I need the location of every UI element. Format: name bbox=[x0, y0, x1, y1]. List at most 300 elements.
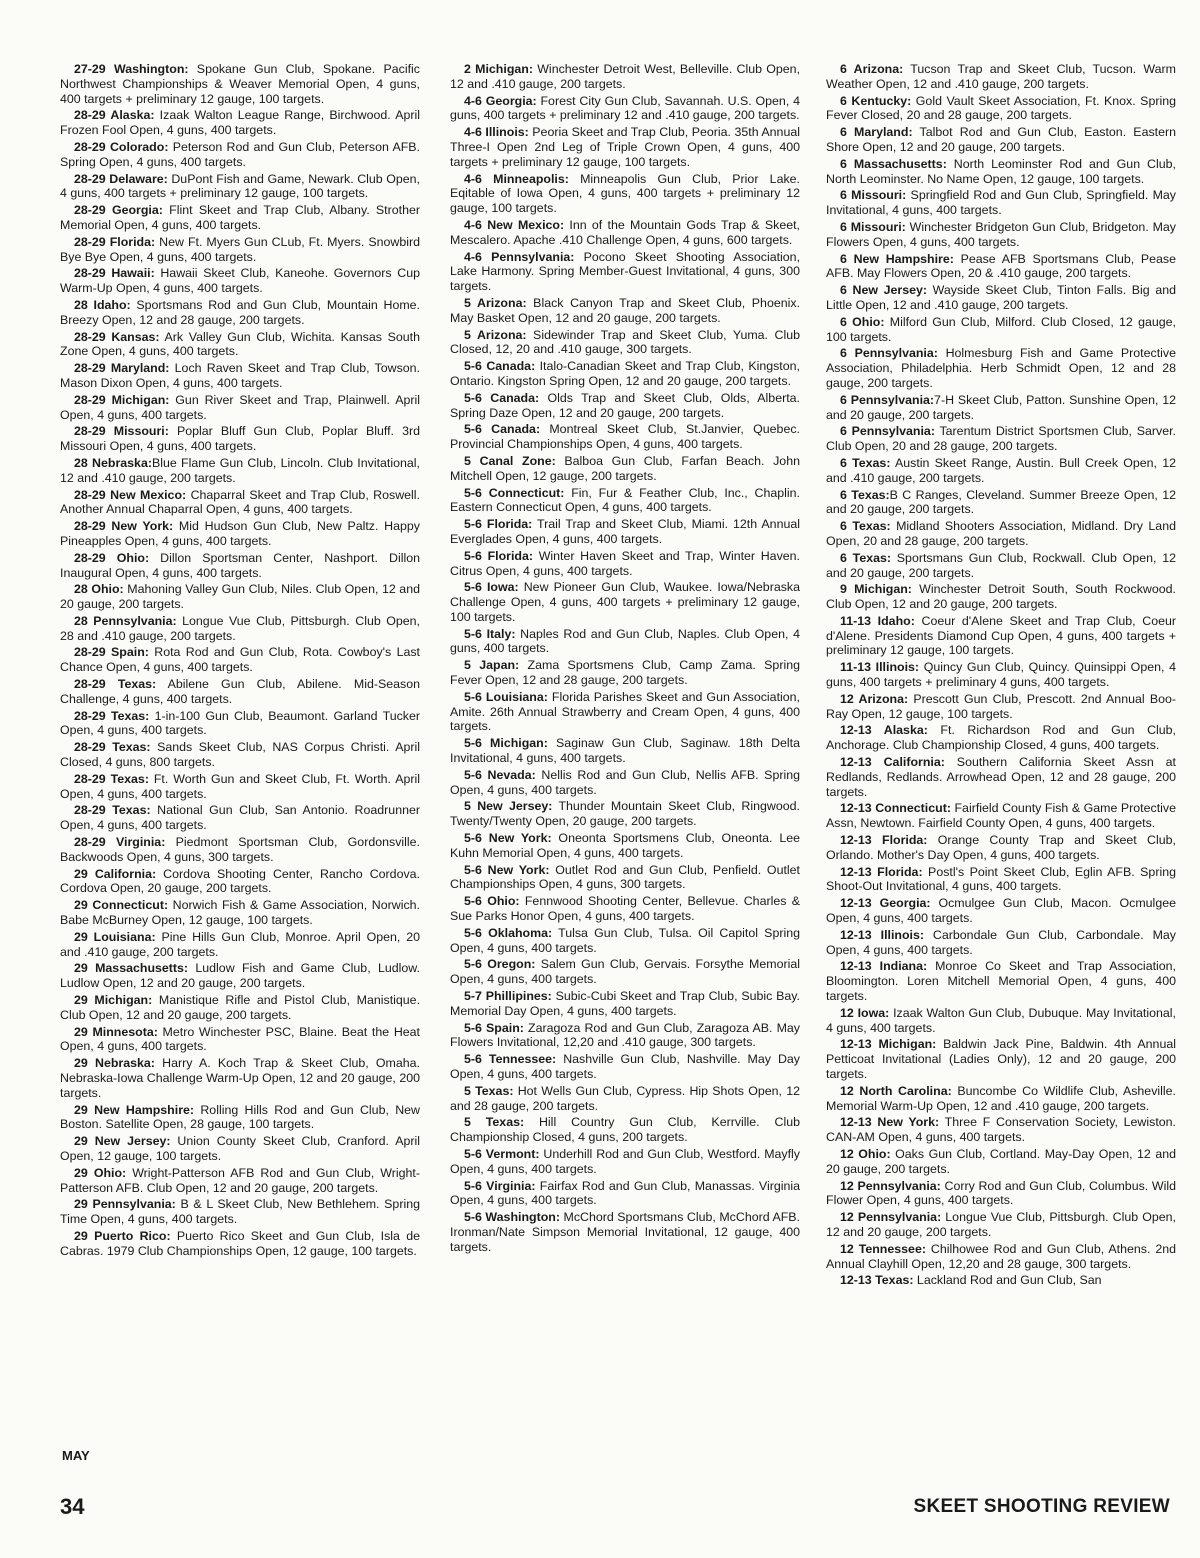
listing-date-state: 5 Canal Zone: bbox=[464, 453, 556, 468]
listing-date-state: 28-29 Michigan: bbox=[74, 392, 170, 407]
listing-entry bbox=[60, 235, 420, 265]
listing-date-state: 28-29 Texas: bbox=[74, 803, 151, 818]
listing-details: 1-in-100 Gun Club, Beaumont. Garland Tucker Open, 4 guns, 400 targets. bbox=[60, 708, 420, 738]
listing-details: New Ft. Myers Gun CLub, Ft. Myers. Snowbird Bye Bye Open, 4 guns, 400 targets. bbox=[60, 234, 420, 264]
listing-details: Inn of the Mountain Gods Trap & Skeet, Mescalero. Apache .410 Challenge Open, 4 guns, 600 targets. bbox=[450, 217, 800, 247]
listing-date-state: 27-29 Washington: bbox=[74, 62, 189, 76]
listing-entry bbox=[450, 1115, 800, 1145]
listing-details: Tucson Trap and Skeet Club, Tucson. Warm Weather Open, 12 and .410 gauge, 200 targets. bbox=[826, 62, 1176, 91]
listing-entry bbox=[450, 627, 800, 657]
listing-details: Longue Vue Club, Pittsburgh. Club Open, 12 and 20 gauge, 200 targets. bbox=[826, 1210, 1176, 1239]
listing-entry bbox=[60, 108, 420, 138]
listing-date-state: 12 Iowa: bbox=[840, 1005, 890, 1020]
listing-entry bbox=[826, 315, 1176, 345]
listing-entry bbox=[60, 488, 420, 518]
listing-date-state: 12-13 Alaska: bbox=[840, 723, 928, 738]
listing-entry bbox=[826, 220, 1176, 250]
listing-entry bbox=[450, 580, 800, 624]
listing-entry bbox=[450, 549, 800, 579]
listing-date-state: 5-6 Nevada: bbox=[464, 767, 536, 782]
listing-details: Underhill Rod and Gun Club, Westford. Mayfly Open, 4 guns, 400 targets. bbox=[450, 1146, 800, 1176]
listing-details: New Pioneer Gun Club, Waukee. Iowa/Nebraska Challenge Open, 4 guns, 400 targets + preliminary 12 gauge, 100 targets. bbox=[450, 580, 800, 624]
listing-details: Corry Rod and Gun Club, Columbus. Wild Flower Open, 4 guns, 400 targets. bbox=[826, 1178, 1176, 1208]
listing-entry bbox=[60, 930, 420, 960]
listing-date-state: 12-13 Texas: bbox=[840, 1273, 914, 1288]
listing-entry bbox=[826, 1179, 1176, 1209]
listing-details: Wayside Skeet Club, Tinton Falls. Big and Little Open, 12 and .410 gauge, 200 targets. bbox=[826, 283, 1176, 312]
listing-details: Loch Raven Skeet and Trap Club, Towson. Mason Dixon Open, 4 guns, 400 targets. bbox=[60, 361, 420, 390]
listing-details: Piedmont Sportsman Club, Gordonsville. Backwoods Open, 4 guns, 300 targets. bbox=[60, 835, 420, 864]
listing-entry bbox=[826, 1210, 1176, 1240]
listing-date-state: 28-29 Texas: bbox=[74, 771, 149, 786]
listing-entry bbox=[826, 1115, 1176, 1145]
listing-entry bbox=[450, 1084, 800, 1114]
listing-details: Monroe Co Skeet and Trap Association, Bloomington. Loren Mitchell Memorial Open, 4 guns, 400 targets. bbox=[826, 959, 1176, 1004]
listing-date-state: 28-29 Colorado: bbox=[74, 139, 169, 154]
listing-details: Italo-Canadian Skeet and Trap Club, Kingston, Ontario. Kingston Spring Open, 12 and 20 gauge, 200 targets. bbox=[450, 359, 800, 388]
listing-entry bbox=[60, 1056, 420, 1100]
listing-date-state: 5-6 Michigan: bbox=[464, 736, 548, 751]
page-number: 34 bbox=[60, 1494, 85, 1519]
listing-details: Oneonta Sportsmens Club, Oneonta. Lee Kuhn Memorial Open, 4 guns, 400 targets. bbox=[450, 831, 800, 860]
listing-entry bbox=[450, 454, 800, 484]
listing-entry bbox=[826, 755, 1176, 799]
listing-entry bbox=[826, 1084, 1176, 1114]
listing-details: Austin Skeet Range, Austin. Bull Creek Open, 12 and .410 gauge, 200 targets. bbox=[826, 455, 1176, 485]
listing-details: Peterson Rod and Gun Club, Peterson AFB. Spring Open, 4 guns, 400 targets. bbox=[60, 139, 420, 169]
listing-details: Izaak Walton Gun Club, Dubuque. May Invitational, 4 guns, 400 targets. bbox=[826, 1005, 1176, 1035]
listing-details: Coeur d'Alene Skeet and Trap Club, Coeur d'Alene. Presidents Diamond Cup Open, 4 guns, 400 targets + preliminary 12 gauge, 100 targets. bbox=[826, 613, 1176, 658]
listing-date-state: 5-6 Italy: bbox=[464, 626, 516, 641]
listing-details: Forest City Gun Club, Savannah. U.S. Open, 4 guns, 400 targets + preliminary 12 and .410 gauge, 200 targets. bbox=[450, 93, 800, 123]
listing-entry bbox=[450, 957, 800, 987]
listing-details: Chilhowee Rod and Gun Club, Athens. 2nd Annual Clayhill Open, 12,20 and 28 gauge, 300 targets. bbox=[826, 1241, 1176, 1271]
listing-entry bbox=[826, 346, 1176, 390]
listing-details: Ocmulgee Gun Club, Macon. Ocmulgee Open, 4 guns, 400 targets. bbox=[826, 896, 1176, 926]
listing-entry bbox=[60, 62, 420, 106]
listing-entry bbox=[60, 172, 420, 202]
listing-entry bbox=[450, 218, 800, 248]
listing-entry bbox=[450, 1210, 800, 1254]
listing-date-state: 28-29 Ohio: bbox=[74, 550, 150, 565]
listing-date-state: 29 New Jersey: bbox=[74, 1134, 171, 1149]
listing-date-state: 5-6 Florida: bbox=[464, 517, 533, 532]
listing-date-state: 6 New Jersey: bbox=[840, 283, 928, 298]
listing-entry bbox=[450, 1147, 800, 1177]
listing-date-state: 28 Pennsylvania: bbox=[74, 613, 177, 628]
listing-details: Winter Haven Skeet and Trap, Winter Haven. Citrus Open, 4 guns, 400 targets. bbox=[450, 548, 800, 578]
magazine-title: SKEET SHOOTING REVIEW bbox=[913, 1496, 1170, 1517]
listing-entry bbox=[450, 517, 800, 547]
listing-details: Ludlow Fish and Game Club, Ludlow. Ludlow Open, 12 and 20 gauge, 200 targets. bbox=[60, 961, 420, 991]
listing-date-state: 2 Michigan: bbox=[464, 62, 533, 76]
listing-entry bbox=[450, 1179, 800, 1209]
listing-details: Izaak Walton League Range, Birchwood. April Frozen Fool Open, 4 guns, 400 targets. bbox=[60, 108, 420, 138]
listing-details: Saginaw Gun Club, Saginaw. 18th Delta Invitational, 4 guns, 400 targets. bbox=[450, 736, 800, 766]
listing-date-state: 12 Ohio: bbox=[840, 1146, 891, 1161]
listing-date-state: 6 Pennsylvania: bbox=[840, 392, 935, 407]
listing-entry bbox=[60, 645, 420, 675]
listing-entry bbox=[60, 993, 420, 1023]
listing-details: Winchester Detroit West, Belleville. Club Open, 12 and .410 gauge, 200 targets. bbox=[450, 62, 800, 91]
listing-details: Baldwin Jack Pine, Baldwin. 4th Annual Petticoat Invitational (Ladies Only), 12 and 20 gauge, 200 targets. bbox=[826, 1037, 1176, 1081]
listing-date-state: 5 Texas: bbox=[464, 1083, 514, 1098]
listing-date-state: 28-29 Texas: bbox=[74, 677, 157, 692]
listing-details: Trail Trap and Skeet Club, Miami. 12th Annual Everglades Open, 4 guns, 400 targets. bbox=[450, 517, 800, 546]
listing-date-state: 5-6 Ohio: bbox=[464, 894, 520, 909]
listing-entry bbox=[450, 391, 800, 421]
listing-entry bbox=[826, 252, 1176, 282]
listing-date-state: 11-13 Idaho: bbox=[840, 613, 915, 628]
listing-details: Holmesburg Fish and Game Protective Association, Philadelphia. Herb Schmidt Open, 12 and 28 gauge, 200 targets. bbox=[826, 346, 1176, 390]
listing-details: Hot Wells Gun Club, Cypress. Hip Shots Open, 12 and 28 gauge, 200 targets. bbox=[450, 1083, 800, 1113]
listing-date-state: 6 Texas: bbox=[840, 550, 892, 565]
listing-entry bbox=[60, 803, 420, 833]
listing-details: Sands Skeet Club, NAS Corpus Christi. April Closed, 4 guns, 800 targets. bbox=[60, 740, 420, 770]
listing-details: Midland Shooters Association, Midland. Dry Land Open, 20 and 28 gauge, 200 targets. bbox=[826, 519, 1176, 548]
listing-entry bbox=[450, 1052, 800, 1082]
listing-date-state: 28-29 Spain: bbox=[74, 645, 149, 660]
listing-entry bbox=[60, 740, 420, 770]
listing-date-state: 28-29 Georgia: bbox=[74, 203, 163, 218]
listing-entry bbox=[826, 959, 1176, 1003]
listing-details: Postl's Point Skeet Club, Eglin AFB. Spring Shoot-Out Invitational, 4 guns, 400 targets. bbox=[826, 864, 1176, 894]
listing-entry bbox=[826, 125, 1176, 155]
listing-details: Pease AFB Sportsmans Club, Pease AFB. May Flowers Open, 20 & .410 gauge, 200 targets. bbox=[826, 251, 1176, 281]
listing-details: Metro Winchester PSC, Blaine. Beat the Heat Open, 4 guns, 400 targets. bbox=[60, 1024, 420, 1054]
listing-date-state: 28-29 Virginia: bbox=[74, 835, 166, 850]
listing-date-state: 12-13 Connecticut: bbox=[840, 801, 951, 816]
listing-details: Norwich Fish & Game Association, Norwich. Babe McBurney Open, 12 gauge, 100 targets. bbox=[60, 898, 420, 928]
listing-details: Rolling Hills Rod and Gun Club, New Boston. Satellite Open, 28 gauge, 100 targets. bbox=[60, 1102, 420, 1132]
listing-details: Minneapolis Gun Club, Prior Lake. Eqitable of Iowa Open, 4 guns, 400 targets + preliminary 12 gauge, 100 targets. bbox=[450, 171, 800, 216]
listing-entry bbox=[60, 898, 420, 928]
listing-entry bbox=[450, 831, 800, 861]
listing-entry bbox=[450, 768, 800, 798]
listing-details: Pocono Skeet Shooting Association, Lake Harmony. Spring Member-Guest Invitational, 4 guns, 300 targets. bbox=[450, 249, 800, 294]
listing-date-state: 28-29 New Mexico: bbox=[74, 487, 187, 502]
listing-date-state: 29 Massachusetts: bbox=[74, 961, 189, 976]
listing-entry bbox=[450, 62, 800, 92]
listing-entry bbox=[826, 582, 1176, 612]
listing-date-state: 12-13 Florida: bbox=[840, 833, 928, 848]
listing-details: Fennwood Shooting Center, Bellevue. Charles & Sue Parks Honor Open, 4 guns, 400 targets. bbox=[450, 894, 800, 924]
listing-details: Mahoning Valley Gun Club, Niles. Club Open, 12 and 20 gauge, 200 targets. bbox=[60, 582, 420, 612]
listing-entry bbox=[826, 94, 1176, 124]
listing-entry bbox=[826, 393, 1176, 423]
listing-date-state: 12-13 Georgia: bbox=[840, 896, 931, 911]
listing-date-state: 6 Texas: bbox=[840, 519, 891, 534]
listing-date-state: 5-6 Canada: bbox=[464, 390, 540, 405]
listing-date-state: 5-6 Tennessee: bbox=[464, 1052, 557, 1067]
listing-entry bbox=[826, 865, 1176, 895]
listing-entry bbox=[60, 1229, 420, 1259]
listing-entry bbox=[450, 690, 800, 734]
listing-date-state: 28-29 Delaware: bbox=[74, 171, 168, 186]
listing-details: Spokane Gun Club, Spokane. Pacific Northwest Championships & Weaver Memorial Open, 4 guns, 400 targets + preliminary 12 gauge, 100 targets. bbox=[60, 62, 420, 106]
listing-date-state: 6 Missouri: bbox=[840, 188, 907, 203]
listing-details: Orange County Trap and Skeet Club, Orlando. Mother's Day Open, 4 guns, 400 targets. bbox=[826, 833, 1176, 862]
listing-details: Union County Skeet Club, Cranford. April Open, 12 gauge, 100 targets. bbox=[60, 1134, 420, 1163]
listing-details: Abilene Gun Club, Abilene. Mid-Season Challenge, 4 guns, 400 targets. bbox=[60, 677, 420, 706]
listing-entry bbox=[60, 867, 420, 897]
listing-details: Poplar Bluff Gun Club, Poplar Bluff. 3rd Missouri Open, 4 guns, 400 targets. bbox=[60, 424, 420, 454]
listing-details: Zaragoza Rod and Gun Club, Zaragoza AB. May Flowers Invitational, 12,20 and .410 gauge, 300 targets. bbox=[450, 1020, 800, 1050]
listing-entry bbox=[450, 926, 800, 956]
listing-entry bbox=[60, 709, 420, 739]
listing-details: Prescott Gun Club, Prescott. 2nd Annual Boo-Ray Open, 12 gauge, 100 targets. bbox=[826, 691, 1176, 721]
listing-date-state: 5 Japan: bbox=[464, 658, 520, 673]
listing-entry bbox=[826, 928, 1176, 958]
listing-details: North Leominster Rod and Gun Club, North Leominster. No Name Open, 12 gauge, 100 targets. bbox=[826, 156, 1176, 186]
listing-date-state: 12-13 New York: bbox=[840, 1115, 940, 1130]
listing-date-state: 5 Texas: bbox=[464, 1115, 525, 1130]
listing-details: Florida Parishes Skeet and Gun Association, Amite. 26th Annual Strawberry and Cream Open, 4 guns, 400 targets. bbox=[450, 689, 800, 734]
listing-details: Nashville Gun Club, Nashville. May Day Open, 4 guns, 400 targets. bbox=[450, 1052, 800, 1081]
listing-details: B & L Skeet Club, New Bethlehem. Spring Time Open, 4 guns, 400 targets. bbox=[60, 1197, 420, 1227]
listing-details: Carbondale Gun Club, Carbondale. May Open, 4 guns, 400 targets. bbox=[826, 927, 1176, 957]
listing-details: Fin, Fur & Feather Club, Inc., Chaplin. Eastern Connecticut Open, 4 guns, 400 targets. bbox=[450, 485, 800, 515]
listing-details: Salem Gun Club, Gervais. Forsythe Memorial Open, 4 guns, 400 targets. bbox=[450, 957, 800, 987]
listing-details: Longue Vue Club, Pittsburgh. Club Open, 28 and .410 gauge, 200 targets. bbox=[60, 613, 420, 643]
listing-details: Sportsmans Rod and Gun Club, Mountain Home. Breezy Open, 12 and 28 gauge, 200 targets. bbox=[60, 297, 420, 327]
listing-date-state: 29 Connecticut: bbox=[74, 898, 169, 913]
listing-date-state: 28 Ohio: bbox=[74, 582, 124, 597]
listing-entry bbox=[826, 488, 1176, 518]
listing-date-state: 5-6 Canada: bbox=[464, 422, 541, 437]
listing-details: Sportsmans Gun Club, Rockwall. Club Open, 12 and 20 gauge, 200 targets. bbox=[826, 550, 1176, 580]
listing-details: B C Ranges, Cleveland. Summer Breeze Open, 12 and 20 gauge, 200 targets. bbox=[826, 487, 1176, 517]
listing-date-state: 5 Arizona: bbox=[464, 295, 527, 310]
listing-date-state: 29 Puerto Rico: bbox=[74, 1228, 171, 1243]
listing-entry bbox=[60, 393, 420, 423]
listing-details: Mid Hudson Gun Club, New Paltz. Happy Pineapples Open, 4 guns, 400 targets. bbox=[60, 519, 420, 548]
listing-entry bbox=[450, 359, 800, 389]
listing-details: Ft. Worth Gun and Skeet Club, Ft. Worth. April Open, 4 guns, 400 targets. bbox=[60, 771, 420, 801]
listing-date-state: 6 Pennsylvania: bbox=[840, 346, 938, 361]
listing-details: 7-H Skeet Club, Patton. Sunshine Open, 12 and 20 gauge, 200 targets. bbox=[826, 392, 1176, 422]
column-1 bbox=[60, 62, 420, 1472]
listing-date-state: 28 Nebraska: bbox=[74, 455, 152, 470]
listing-entry bbox=[60, 551, 420, 581]
listing-date-state: 6 New Hampshire: bbox=[840, 251, 954, 266]
listing-date-state: 28-29 Florida: bbox=[74, 234, 156, 249]
listing-details: Blue Flame Gun Club, Lincoln. Club Invitational, 12 and .410 gauge, 200 targets. bbox=[60, 455, 420, 485]
listing-details: Hawaii Skeet Club, Kaneohe. Governors Cup Warm-Up Open, 4 guns, 400 targets. bbox=[60, 266, 420, 296]
listing-date-state: 4-6 Pennsylvania: bbox=[464, 249, 575, 264]
listing-details: National Gun Club, San Antonio. Roadrunner Open, 4 guns, 400 targets. bbox=[60, 803, 420, 833]
listing-entry bbox=[826, 1037, 1176, 1081]
listing-entry bbox=[450, 894, 800, 924]
listing-entry bbox=[826, 1273, 1176, 1288]
listing-details: Olds Trap and Skeet Club, Olds, Alberta. Spring Daze Open, 12 and 20 gauge, 200 targets. bbox=[450, 390, 800, 420]
listing-date-state: 29 California: bbox=[74, 866, 157, 881]
listing-date-state: 29 Nebraska: bbox=[74, 1056, 155, 1071]
listing-date-state: 28-29 Texas: bbox=[74, 708, 150, 723]
listing-date-state: 29 New Hampshire: bbox=[74, 1102, 195, 1117]
listing-date-state: 5-6 Oklahoma: bbox=[464, 925, 553, 940]
listing-entry bbox=[60, 266, 420, 296]
listing-details: Peoria Skeet and Trap Club, Peoria. 35th Annual Three-I Open 2nd Leg of Triple Crown Open, 4 guns, 400 targets + preliminary 12 gauge, 100 targets. bbox=[450, 125, 800, 169]
listing-date-state: 12-13 Indiana: bbox=[840, 959, 928, 974]
listing-details: Black Canyon Trap and Skeet Club, Phoenix. May Basket Open, 12 and 20 gauge, 200 targets. bbox=[450, 295, 800, 325]
listing-date-state: 28 Idaho: bbox=[74, 297, 131, 312]
listing-entry bbox=[450, 172, 800, 216]
listing-entry bbox=[826, 1147, 1176, 1177]
listing-details: Balboa Gun Club, Farfan Beach. John Mitchell Open, 12 gauge, 200 targets. bbox=[450, 453, 800, 483]
listing-entry bbox=[450, 1021, 800, 1051]
listing-date-state: 12-13 Illinois: bbox=[840, 927, 924, 942]
listing-entry bbox=[450, 296, 800, 326]
column-2 bbox=[450, 62, 800, 1472]
listing-details: Harry A. Koch Trap & Skeet Club, Omaha. Nebraska-Iowa Challenge Warm-Up Open, 12 and 20 gauge, 200 targets. bbox=[60, 1056, 420, 1100]
listing-date-state: 12 Pennsylvania: bbox=[840, 1210, 942, 1225]
listing-entry bbox=[826, 723, 1176, 753]
listing-entry bbox=[450, 736, 800, 766]
listing-details: McChord Sportsmans Club, McChord AFB. Ironman/Nate Simpson Memorial Invitational, 12 gauge, 400 targets. bbox=[450, 1210, 800, 1254]
listing-date-state: 5 New Jersey: bbox=[464, 799, 553, 814]
listing-date-state: 12-13 Florida: bbox=[840, 864, 923, 879]
listing-date-state: 12 Tennessee: bbox=[840, 1241, 926, 1256]
listing-date-state: 11-13 Illinois: bbox=[840, 660, 920, 675]
listing-details: Gun River Skeet and Trap, Plainwell. April Open, 4 guns, 400 targets. bbox=[60, 392, 420, 422]
listing-date-state: 28-29 Alaska: bbox=[74, 108, 155, 123]
listing-entry bbox=[450, 989, 800, 1019]
listing-entry bbox=[450, 863, 800, 893]
listing-details: Zama Sportsmens Club, Camp Zama. Spring Fever Open, 12 and 28 gauge, 200 targets. bbox=[450, 658, 800, 688]
listing-entry bbox=[826, 1006, 1176, 1036]
listing-entry bbox=[826, 424, 1176, 454]
listing-details: Puerto Rico Skeet and Gun Club, Isla de Cabras. 1979 Club Championships Open, 12 gauge, 100 targets. bbox=[60, 1228, 420, 1258]
listing-entry bbox=[60, 614, 420, 644]
listing-date-state: 29 Minnesota: bbox=[74, 1024, 158, 1039]
listing-date-state: 28-29 Kansas: bbox=[74, 329, 160, 344]
listing-details: Cordova Shooting Center, Rancho Cordova. Cordova Open, 20 gauge, 200 targets. bbox=[60, 866, 420, 896]
listing-entry bbox=[826, 157, 1176, 187]
listing-entry bbox=[450, 486, 800, 516]
listing-date-state: 5-6 Florida: bbox=[464, 548, 534, 563]
listing-date-state: 12-13 Michigan: bbox=[840, 1037, 937, 1052]
listing-date-state: 5 Arizona: bbox=[464, 327, 527, 342]
listing-date-state: 4-6 Illinois: bbox=[464, 125, 529, 140]
listing-date-state: 5-6 Washington: bbox=[464, 1210, 560, 1225]
listing-date-state: 6 Arizona: bbox=[840, 62, 904, 76]
listing-details: Springfield Rod and Gun Club, Springfield. May Invitational, 4 guns, 400 targets. bbox=[826, 188, 1176, 218]
listing-details: Flint Skeet and Trap Club, Albany. Strother Memorial Open, 4 guns, 400 targets. bbox=[60, 203, 420, 232]
listing-entry bbox=[60, 203, 420, 233]
listing-entry bbox=[60, 772, 420, 802]
listing-date-state: 6 Massachusetts: bbox=[840, 156, 947, 171]
listing-entry bbox=[826, 519, 1176, 549]
listing-details: Southern California Skeet Assn at Redlands, Redlands. Arrowhead Open, 12 and 28 gauge, 200 targets. bbox=[826, 755, 1176, 799]
listing-entry bbox=[60, 140, 420, 170]
listing-entry bbox=[60, 835, 420, 865]
listing-entry bbox=[60, 298, 420, 328]
listing-date-state: 4-6 New Mexico: bbox=[464, 217, 565, 232]
listing-entry bbox=[450, 250, 800, 294]
listing-entry bbox=[826, 188, 1176, 218]
listing-date-state: 12 Arizona: bbox=[840, 691, 909, 706]
listing-entry bbox=[826, 692, 1176, 722]
listing-entry bbox=[60, 677, 420, 707]
listing-entry bbox=[450, 328, 800, 358]
listing-date-state: 5-6 Spain: bbox=[464, 1020, 524, 1035]
listing-details: Talbot Rod and Gun Club, Easton. Eastern Shore Open, 12 and 20 gauge, 200 targets. bbox=[826, 125, 1176, 154]
listing-date-state: 28-29 Missouri: bbox=[74, 424, 169, 439]
listing-details: Ft. Richardson Rod and Gun Club, Anchorage. Club Championship Closed, 4 guns, 400 targets. bbox=[826, 723, 1176, 753]
listing-date-state: 5-6 Canada: bbox=[464, 359, 536, 374]
listing-date-state: 6 Texas: bbox=[840, 455, 891, 470]
listing-entry bbox=[450, 125, 800, 169]
listing-entry bbox=[826, 614, 1176, 658]
listing-date-state: 12-13 California: bbox=[840, 755, 945, 770]
listing-details: DuPont Fish and Game, Newark. Club Open, 4 guns, 400 targets + preliminary 12 gauge, 100 targets. bbox=[60, 171, 420, 201]
listing-details: Nellis Rod and Gun Club, Nellis AFB. Spring Open, 4 guns, 400 targets. bbox=[450, 767, 800, 797]
listing-details: Tulsa Gun Club, Tulsa. Oil Capitol Spring Open, 4 guns, 400 targets. bbox=[450, 925, 800, 955]
listing-entry bbox=[826, 1242, 1176, 1272]
listing-date-state: 5-7 Phillipines: bbox=[464, 989, 552, 1004]
column-3 bbox=[826, 62, 1176, 1472]
listing-entry bbox=[826, 801, 1176, 831]
listing-date-state: 28-29 New York: bbox=[74, 519, 174, 534]
listing-date-state: 5-6 New York: bbox=[464, 831, 552, 846]
listing-date-state: 6 Pennsylvania: bbox=[840, 424, 935, 439]
listing-details: Dillon Sportsman Center, Nashport. Dillon Inaugural Open, 4 guns, 400 targets. bbox=[60, 550, 420, 580]
listing-details: Outlet Rod and Gun Club, Penfield. Outlet Championships Open, 4 guns, 300 targets. bbox=[450, 862, 800, 892]
listing-details: Naples Rod and Gun Club, Naples. Club Open, 4 guns, 400 targets. bbox=[450, 626, 800, 656]
listing-date-state: 6 Texas: bbox=[840, 487, 890, 502]
listing-details: Buncombe Co Wildlife Club, Asheville. Memorial Warm-Up Open, 12 and .410 gauge, 200 targets. bbox=[826, 1083, 1176, 1113]
listing-details: Winchester Detroit South, South Rockwood. Club Open, 12 and 20 gauge, 200 targets. bbox=[826, 582, 1176, 612]
listing-entry bbox=[826, 283, 1176, 313]
listing-entry bbox=[60, 961, 420, 991]
listing-date-state: 5-6 Iowa: bbox=[464, 580, 519, 595]
listing-details: Ark Valley Gun Club, Wichita. Kansas South Zone Open, 4 guns, 400 targets. bbox=[60, 329, 420, 359]
listing-date-state: 29 Louisiana: bbox=[74, 929, 156, 944]
listing-entry bbox=[826, 456, 1176, 486]
listing-date-state: 6 Maryland: bbox=[840, 125, 913, 140]
month-label: MAY bbox=[62, 1448, 90, 1463]
listing-details: Milford Gun Club, Milford. Club Closed, 12 gauge, 100 targets. bbox=[826, 314, 1176, 344]
listing-details: Oaks Gun Club, Cortland. May-Day Open, 12 and 20 gauge, 200 targets. bbox=[826, 1146, 1176, 1176]
listing-details: Pine Hills Gun Club, Monroe. April Open, 20 and .410 gauge, 200 targets. bbox=[60, 929, 420, 959]
listing-date-state: 28-29 Hawaii: bbox=[74, 266, 155, 281]
listing-details: Quincy Gun Club, Quincy. Quinsippi Open, 4 guns, 400 targets + preliminary 4 guns, 400 targets. bbox=[826, 660, 1176, 690]
listing-date-state: 5-6 New York: bbox=[464, 862, 550, 877]
listing-date-state: 28-29 Maryland: bbox=[74, 361, 170, 376]
listing-date-state: 5-6 Louisiana: bbox=[464, 689, 548, 704]
listing-entry bbox=[826, 833, 1176, 863]
listing-details: Sidewinder Trap and Skeet Club, Yuma. Club Closed, 12, 20 and .410 gauge, 300 targets. bbox=[450, 327, 800, 357]
listing-entry bbox=[826, 896, 1176, 926]
listing-details: Fairfield County Fish & Game Protective Assn, Newtown. Fairfield County Open, 4 guns, 400 targets. bbox=[826, 801, 1176, 831]
listing-entry bbox=[60, 361, 420, 391]
listing-date-state: 6 Ohio: bbox=[840, 314, 885, 329]
listing-details: Thunder Mountain Skeet Club, Ringwood. Twenty/Twenty Open, 20 gauge, 200 targets. bbox=[450, 799, 800, 829]
listing-entry bbox=[60, 424, 420, 454]
listing-details: Subic-Cubi Skeet and Trap Club, Subic Bay. Memorial Day Open, 4 guns, 400 targets. bbox=[450, 989, 800, 1018]
listing-entry bbox=[450, 422, 800, 452]
listing-details: Manistique Rifle and Pistol Club, Manistique. Club Open, 12 and 20 gauge, 200 targets. bbox=[60, 993, 420, 1022]
listing-entry bbox=[60, 330, 420, 360]
listing-entry bbox=[60, 1134, 420, 1164]
listing-details: Wright-Patterson AFB Rod and Gun Club, Wright-Patterson AFB. Club Open, 12 and 20 gauge, 200 targets. bbox=[60, 1165, 420, 1195]
listing-date-state: 28-29 Texas: bbox=[74, 740, 151, 755]
listing-date-state: 12 North Carolina: bbox=[840, 1083, 952, 1098]
listing-entry bbox=[450, 94, 800, 124]
listing-entry bbox=[60, 1197, 420, 1227]
listing-details: Fairfax Rod and Gun Club, Manassas. Virginia Open, 4 guns, 400 targets. bbox=[450, 1178, 800, 1208]
